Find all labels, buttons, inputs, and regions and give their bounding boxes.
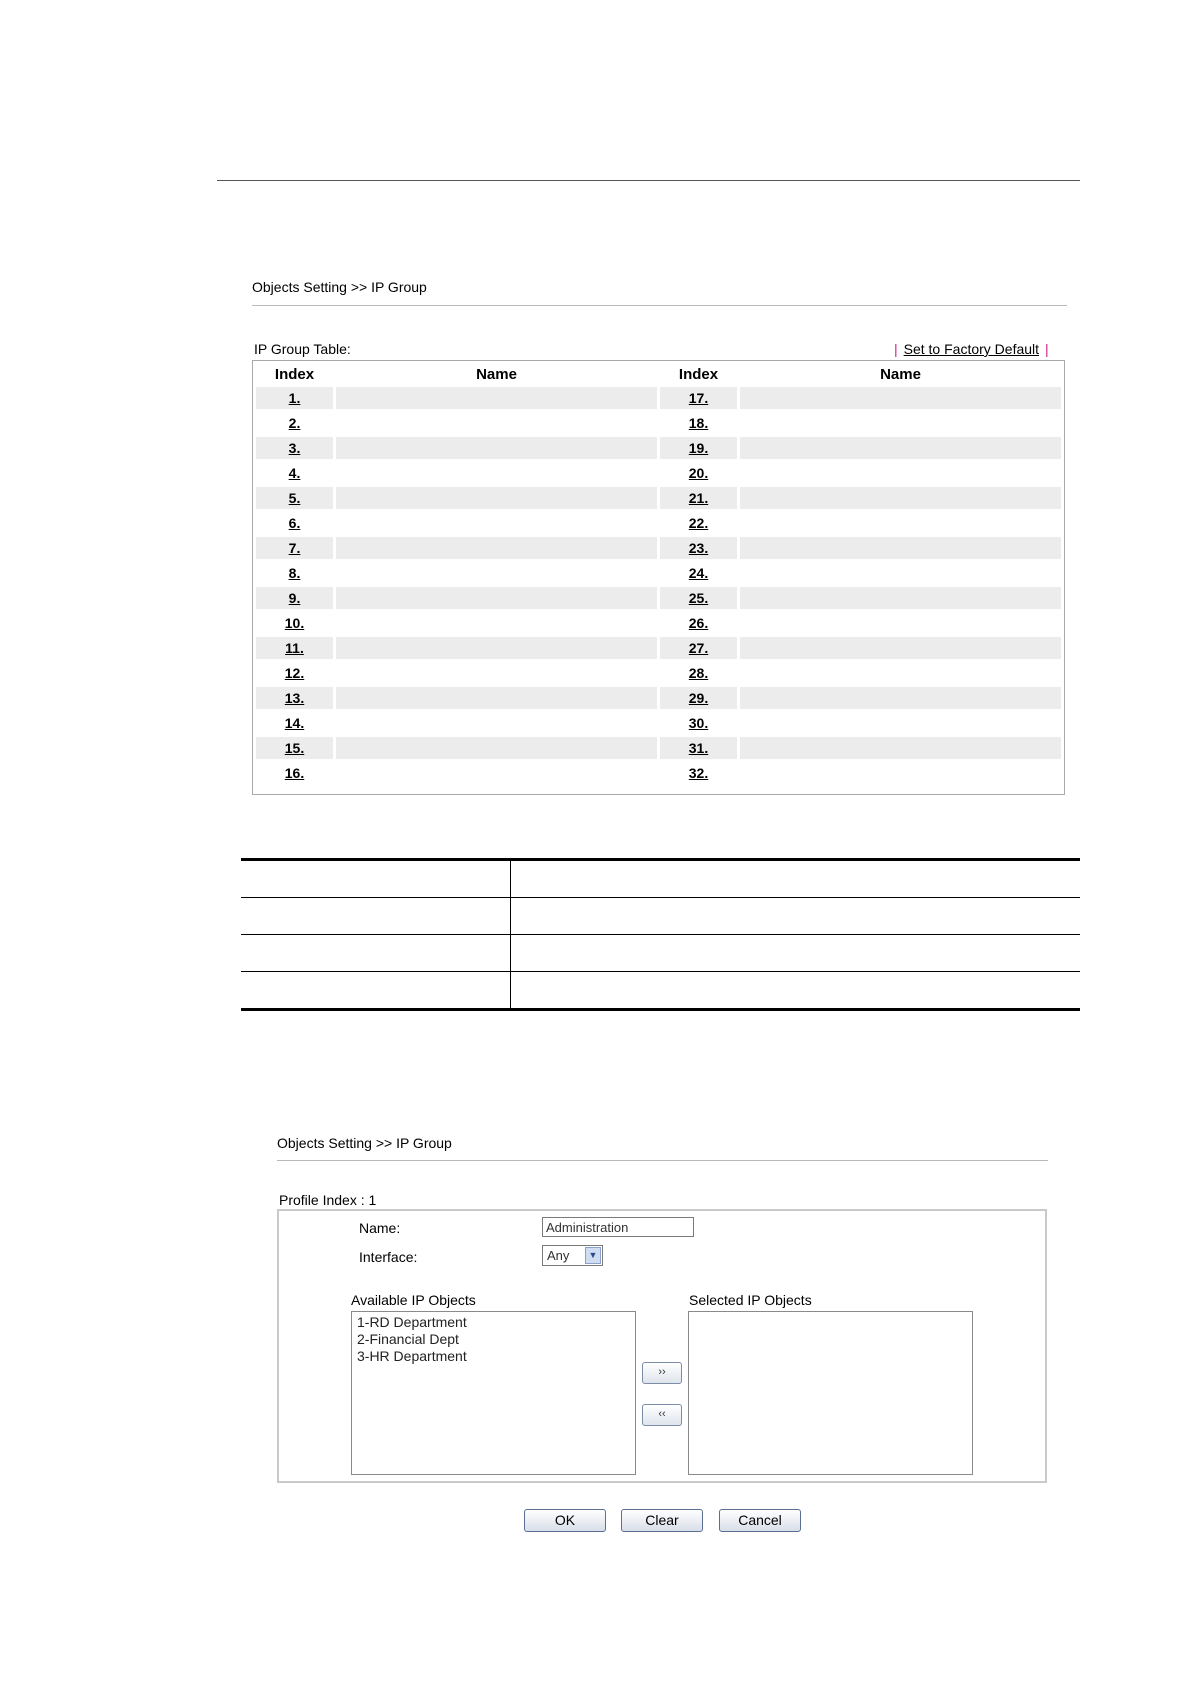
profile-index-link[interactable]: 15. <box>284 740 305 756</box>
clear-button[interactable]: Clear <box>621 1509 703 1532</box>
profile-index-link[interactable]: 5. <box>288 490 301 506</box>
index-cell <box>660 637 737 659</box>
profile-index-link[interactable]: 20. <box>688 465 709 481</box>
name-cell <box>336 612 657 634</box>
index-cell <box>660 612 737 634</box>
table-row <box>256 737 1061 759</box>
index-cell <box>660 687 737 709</box>
index-cell <box>256 637 333 659</box>
table-row <box>256 712 1061 734</box>
list-item[interactable]: 2-Financial Dept <box>357 1331 459 1347</box>
profile-index-link[interactable]: 23. <box>688 540 709 556</box>
profile-index-link[interactable]: 28. <box>688 665 709 681</box>
table-cell <box>511 898 1081 935</box>
index-cell <box>256 487 333 509</box>
profile-index-link[interactable]: 1. <box>288 390 301 406</box>
list-item[interactable]: 3-HR Department <box>357 1348 467 1364</box>
interface-label: Interface: <box>359 1249 418 1265</box>
index-cell <box>660 662 737 684</box>
profile-index-link[interactable]: 25. <box>688 590 709 606</box>
name-cell <box>740 537 1061 559</box>
name-input[interactable] <box>542 1217 694 1237</box>
table-cell <box>511 935 1081 972</box>
index-cell <box>660 737 737 759</box>
available-ip-objects-label: Available IP Objects <box>351 1292 476 1308</box>
index-cell <box>256 762 333 784</box>
index-cell <box>256 562 333 584</box>
name-cell <box>740 737 1061 759</box>
cancel-button[interactable]: Cancel <box>719 1509 801 1532</box>
name-cell <box>336 687 657 709</box>
table-row <box>256 437 1061 459</box>
name-cell <box>336 637 657 659</box>
ip-group-table-title: IP Group Table: <box>254 341 351 357</box>
index-cell <box>256 587 333 609</box>
profile-index-label: Profile Index : 1 <box>279 1192 377 1208</box>
index-cell <box>660 412 737 434</box>
profile-index-link[interactable]: 19. <box>688 440 709 456</box>
name-cell <box>740 462 1061 484</box>
table-cell <box>241 860 511 898</box>
profile-index-link[interactable]: 7. <box>288 540 301 556</box>
name-cell <box>336 512 657 534</box>
add-object-button[interactable]: ›› <box>642 1362 682 1384</box>
ok-button[interactable]: OK <box>524 1509 606 1532</box>
breadcrumb: Objects Setting >> IP Group <box>252 279 427 295</box>
breadcrumb-rule <box>252 305 1067 306</box>
table-row <box>256 637 1061 659</box>
index-cell <box>660 537 737 559</box>
profile-index-link[interactable]: 11. <box>285 640 304 656</box>
selected-ip-objects-list[interactable] <box>688 1311 973 1475</box>
name-cell <box>740 762 1061 784</box>
table-row <box>256 612 1061 634</box>
profile-index-link[interactable]: 9. <box>288 590 301 606</box>
name-cell <box>740 662 1061 684</box>
interface-select[interactable] <box>542 1245 603 1266</box>
profile-index-link[interactable]: 17. <box>688 390 709 406</box>
table-cell <box>241 935 511 972</box>
profile-index-link[interactable]: 27. <box>688 640 709 656</box>
interface-select-value: Any <box>547 1248 570 1263</box>
table-row <box>256 537 1061 559</box>
profile-index-link[interactable]: 32. <box>688 765 709 781</box>
index-cell <box>660 762 737 784</box>
available-ip-objects-list[interactable] <box>351 1311 636 1475</box>
profile-index-link[interactable]: 21. <box>688 490 709 506</box>
column-header-name: Name <box>880 365 921 383</box>
table-row <box>256 462 1061 484</box>
index-cell <box>256 512 333 534</box>
profile-index-link[interactable]: 14. <box>284 715 305 731</box>
table-cell <box>241 972 511 1010</box>
table-row <box>256 487 1061 509</box>
index-cell <box>256 462 333 484</box>
index-cell <box>660 587 737 609</box>
profile-index-link[interactable]: 31. <box>688 740 709 756</box>
index-cell <box>256 437 333 459</box>
name-cell <box>336 387 657 409</box>
selected-ip-objects-label: Selected IP Objects <box>689 1292 812 1308</box>
table-row <box>256 412 1061 434</box>
profile-index-link[interactable]: 6. <box>288 515 301 531</box>
profile-index-link[interactable]: 2. <box>288 415 301 431</box>
table-row <box>256 587 1061 609</box>
factory-default-area <box>888 341 1055 357</box>
breadcrumb: Objects Setting >> IP Group <box>277 1135 452 1151</box>
name-cell <box>336 462 657 484</box>
index-cell <box>660 512 737 534</box>
column-header-name: Name <box>476 365 517 383</box>
profile-index-link[interactable]: 30. <box>688 715 709 731</box>
profile-index-link[interactable]: 24. <box>688 565 709 581</box>
profile-index-link[interactable]: 13. <box>284 690 305 706</box>
column-header-index: Index <box>274 365 315 383</box>
index-cell <box>660 712 737 734</box>
name-cell <box>740 637 1061 659</box>
table-row <box>256 387 1061 409</box>
index-cell <box>256 612 333 634</box>
table-row <box>256 512 1061 534</box>
name-cell <box>740 562 1061 584</box>
name-label: Name: <box>359 1220 401 1236</box>
index-cell <box>256 712 333 734</box>
table-row <box>256 662 1061 684</box>
name-cell <box>740 412 1061 434</box>
name-cell <box>740 487 1061 509</box>
index-cell <box>256 662 333 684</box>
name-cell <box>336 712 657 734</box>
index-cell <box>256 687 333 709</box>
index-cell <box>660 487 737 509</box>
table-cell <box>511 972 1081 1010</box>
name-cell <box>336 412 657 434</box>
profile-index-link[interactable]: 26. <box>688 615 709 631</box>
index-cell <box>660 462 737 484</box>
profile-index-link[interactable]: 22. <box>688 515 709 531</box>
profile-index-link[interactable]: 10. <box>284 615 305 631</box>
name-cell <box>740 712 1061 734</box>
table-cell <box>511 860 1081 898</box>
index-cell <box>256 412 333 434</box>
index-cell <box>660 562 737 584</box>
ip-group-table <box>252 360 1065 795</box>
name-cell <box>740 612 1061 634</box>
chevron-down-icon[interactable]: ▼ <box>585 1247 601 1264</box>
name-cell <box>336 437 657 459</box>
table-row <box>256 687 1061 709</box>
set-to-factory-default-link[interactable]: Set to Factory Default <box>903 341 1040 357</box>
column-header-index: Index <box>678 365 719 383</box>
name-cell <box>336 762 657 784</box>
index-cell <box>256 737 333 759</box>
name-cell <box>336 562 657 584</box>
list-item[interactable]: 1-RD Department <box>357 1314 467 1330</box>
separator: | <box>894 341 898 357</box>
name-cell <box>336 587 657 609</box>
profile-index-link[interactable]: 4. <box>288 465 301 481</box>
name-cell <box>336 487 657 509</box>
name-cell <box>336 737 657 759</box>
name-cell <box>740 512 1061 534</box>
name-cell <box>740 587 1061 609</box>
table-cell <box>241 898 511 935</box>
profile-index-link[interactable]: 18. <box>688 415 709 431</box>
profile-index-link[interactable]: 8. <box>288 565 301 581</box>
breadcrumb-rule <box>277 1160 1048 1161</box>
name-cell <box>336 662 657 684</box>
index-cell <box>256 387 333 409</box>
description-table <box>241 858 1080 1011</box>
name-cell <box>740 687 1061 709</box>
separator: | <box>1045 341 1049 357</box>
name-cell <box>740 387 1061 409</box>
profile-index-link[interactable]: 3. <box>288 440 301 456</box>
table-row <box>256 562 1061 584</box>
profile-index-link[interactable]: 29. <box>688 690 709 706</box>
index-cell <box>660 437 737 459</box>
table-row <box>256 762 1061 784</box>
page-header-rule <box>217 180 1080 181</box>
name-cell <box>740 437 1061 459</box>
profile-index-link[interactable]: 16. <box>284 765 305 781</box>
index-cell <box>256 537 333 559</box>
name-cell <box>336 537 657 559</box>
index-cell <box>660 387 737 409</box>
profile-index-link[interactable]: 12. <box>284 665 305 681</box>
remove-object-button[interactable]: ‹‹ <box>642 1404 682 1426</box>
